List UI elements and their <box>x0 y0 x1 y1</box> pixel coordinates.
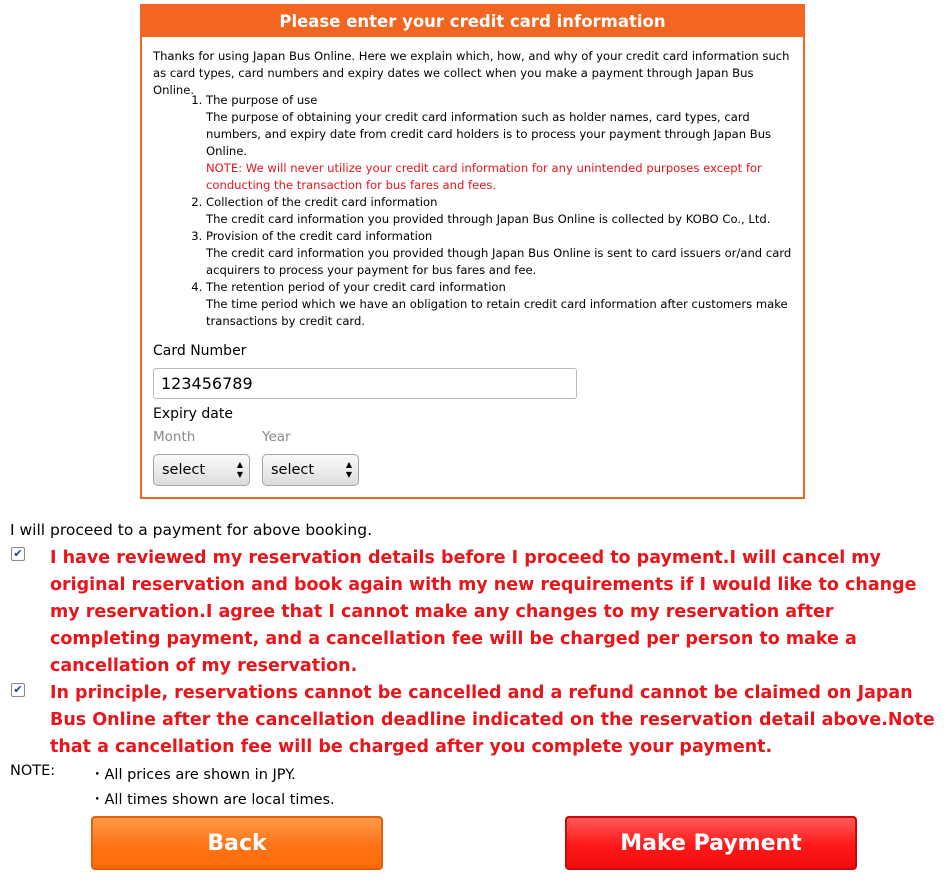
purpose-list <box>164 92 806 330</box>
item-title: 4. The retention period of your credit card information <box>206 280 506 294</box>
select-updown-icon: ▲ ▼ <box>236 460 243 479</box>
item-note: NOTE: We will never utilize your credit card information for any unintended purposes except for conducting the transaction for bus fares and fees. <box>206 161 762 192</box>
checkbox-checked-icon: ✔ <box>13 547 23 560</box>
make-payment-button[interactable]: Make Payment <box>565 816 857 870</box>
month-select-value: select <box>162 462 206 478</box>
year-select-value: select <box>271 462 315 478</box>
year-label: Year <box>262 429 291 445</box>
list-item <box>206 92 806 194</box>
month-select[interactable] <box>153 454 250 486</box>
item-title: 3. Provision of the credit card information <box>206 229 433 243</box>
agree-checkbox-1[interactable] <box>11 547 25 561</box>
intro-text: Thanks for using Japan Bus Online. Here we explain which, how, and why of your credit card information such as card types, card numbers and expiry dates we collect when you make a payment through Japan Bus Online. <box>153 49 790 97</box>
year-select[interactable] <box>262 454 359 486</box>
checkbox-checked-icon: ✔ <box>13 683 23 696</box>
list-item <box>206 194 806 228</box>
item-title: 2. Collection of the credit card information <box>206 195 438 209</box>
credit-card-panel <box>140 4 805 499</box>
item-body: The credit card information you provided though Japan Bus Online is sent to card issuers or/and card acquirers to process your payment for bus fares and fee. <box>206 246 792 277</box>
note-item-times: ・All times shown are local times. <box>90 792 335 808</box>
expiry-date-label: Expiry date <box>153 406 233 422</box>
card-number-label: Card Number <box>153 343 247 359</box>
item-body: The purpose of obtaining your credit card information such as holder names, card types, card numbers, and expiry date from credit card holders is to process your payment through Japan Bus Online. <box>206 110 772 158</box>
proceed-text: I will proceed to a payment for above booking. <box>10 521 372 539</box>
month-label: Month <box>153 429 196 445</box>
card-number-input[interactable]: 123456789 <box>153 368 577 399</box>
note-label: NOTE: <box>10 763 56 779</box>
item-title: 1. The purpose of use <box>206 93 318 107</box>
list-item <box>206 228 806 279</box>
list-item <box>206 279 806 330</box>
agreement-text-1: I have reviewed my reservation details before I proceed to payment.I will cancel my original reservation and book again with my new requirements if I would like to change my reservation.I agree that I cannot make any changes to my reservation after completing payment, and a cancellation fee will be charged per person to make a cancellation of my reservation. <box>50 548 917 676</box>
item-body: The credit card information you provided through Japan Bus Online is collected by KOBO Co., Ltd. <box>206 212 771 226</box>
note-item-prices: ・All prices are shown in JPY. <box>90 767 296 783</box>
back-button[interactable]: Back <box>91 816 383 870</box>
panel-header: Please enter your credit card information <box>142 6 803 37</box>
item-body: The time period which we have an obligation to retain credit card information after customers make transactions by credit card. <box>206 297 788 328</box>
select-updown-icon: ▲ ▼ <box>345 460 352 479</box>
agree-checkbox-2[interactable] <box>11 683 25 697</box>
agreement-text-2: In principle, reservations cannot be cancelled and a refund cannot be claimed on Japan Bus Online after the cancellation deadline indicated on the reservation detail above.Note that a cancellation fee will be charged after you complete your payment. <box>50 683 935 757</box>
